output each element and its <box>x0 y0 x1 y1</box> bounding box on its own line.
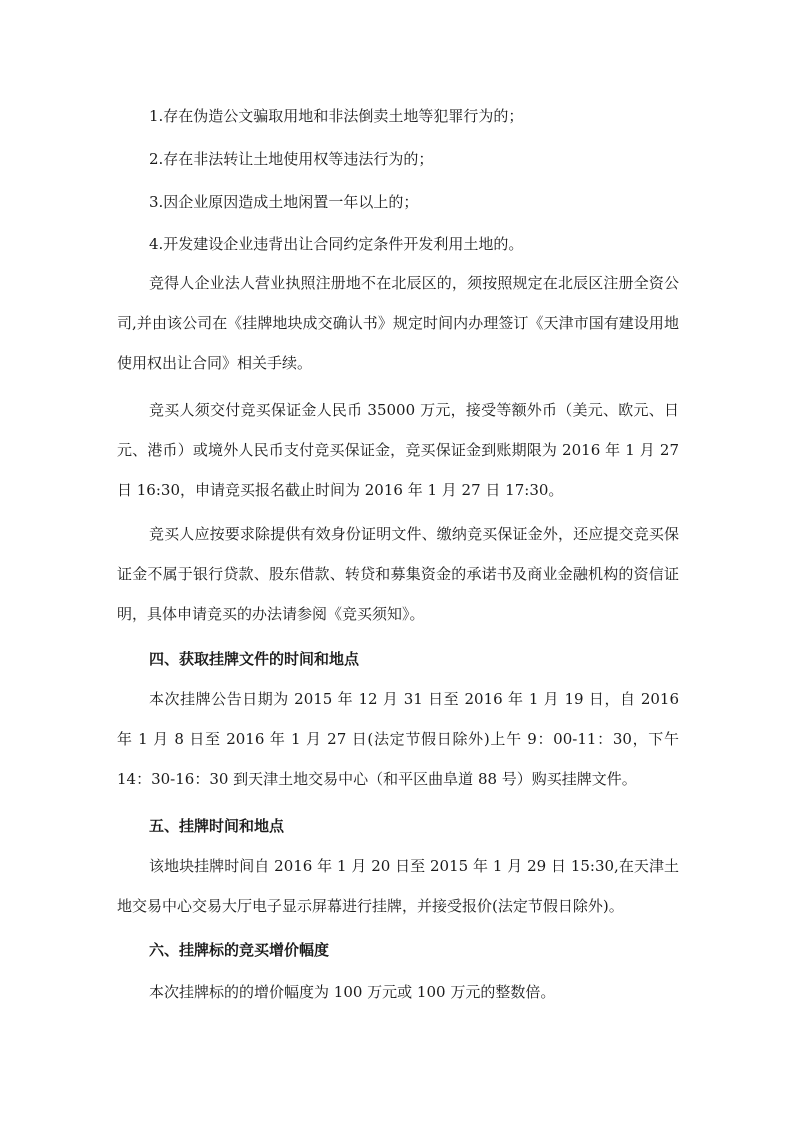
paragraph-deposit: 竞买人须交付竞买保证金人民币 35000 万元，接受等额外币（美元、欧元、日元、港币）或境外人民币支付竞买保证金，竞买保证金到账期限为 2016 年 1 月 27 日 16:30，申请竞买报名截止时间为 2016 年 1 月 27 日 17:30。 <box>117 401 679 499</box>
section-5-heading: 五、挂牌时间和地点 <box>149 817 285 835</box>
section-5-body: 该地块挂牌时间自 2016 年 1 月 20 日至 2015 年 1 月 29 日 15:30,在天津土地交易中心交易大厅电子显示屏幕进行挂牌，并接受报价(法定节假日除外)。 <box>117 857 679 915</box>
paragraph-documents: 竞买人应按要求除提供有效身份证明文件、缴纳竞买保证金外，还应提交竞买保证金不属于银行贷款、股东借款、转贷和募集资金的承诺书及商业金融机构的资信证明，具体申请竞买的办法请参阅《竞买须知》。 <box>117 525 679 623</box>
section-4-body: 本次挂牌公告日期为 2015 年 12 月 31 日至 2016 年 1 月 19 日，自 2016 年 1 月 8 日至 2016 年 1 月 27 日(法定节假日除外)上午 9：00-11：30，下午 14：30-16：30 到天津土地交易中心（和平区曲阜道 88 号）购买挂牌文件。 <box>117 690 679 788</box>
list-item-3: 3.因企业原因造成土地闲置一年以上的； <box>149 193 419 211</box>
list-item-1: 1.存在伪造公文骗取用地和非法倒卖土地等犯罪行为的； <box>149 107 524 125</box>
list-item-2: 2.存在非法转让土地使用权等违法行为的； <box>149 150 434 168</box>
section-6-heading: 六、挂牌标的竞买增价幅度 <box>149 941 330 959</box>
section-6-body: 本次挂牌标的的增价幅度为 100 万元或 100 万元的整数倍。 <box>149 983 556 1001</box>
paragraph-registration: 竞得人企业法人营业执照注册地不在北辰区的，须按照规定在北辰区注册全资公司,并由该公司在《挂牌地块成交确认书》规定时间内办理签订《天津市国有建设用地使用权出让合同》相关手续。 <box>117 274 679 372</box>
list-item-4: 4.开发建设企业违背出让合同约定条件开发利用土地的。 <box>149 235 524 253</box>
section-4-heading: 四、获取挂牌文件的时间和地点 <box>149 650 360 668</box>
